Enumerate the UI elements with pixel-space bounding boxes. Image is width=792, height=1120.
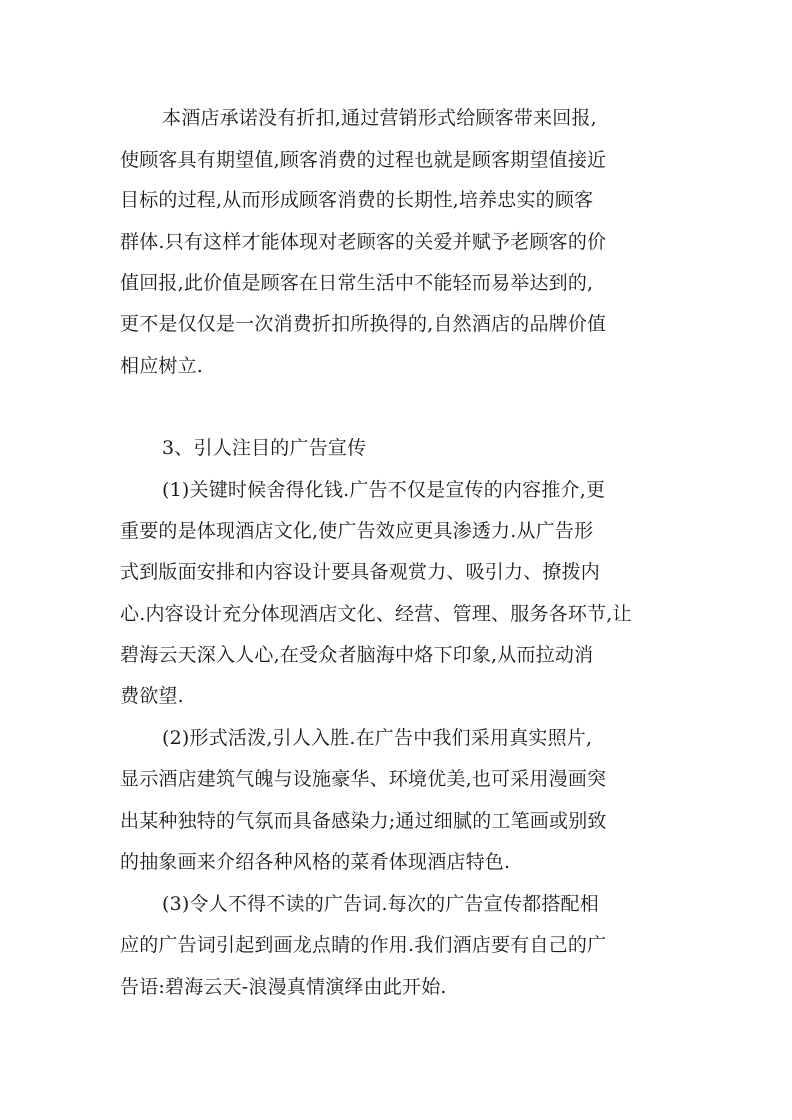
- paragraph-2-line-1: (1)关键时候舍得化钱.广告不仅是宣传的内容推介,更: [162, 479, 606, 501]
- paragraph-3-line-2: 显示酒店建筑气魄与设施豪华、环境优美,也可采用漫画突: [120, 768, 607, 790]
- paragraph-4-line-2: 应的广告词引起到画龙点睛的作用.我们酒店要有自己的广: [120, 934, 607, 956]
- paragraph-1-line-5: 值回报,此价值是顾客在日常生活中不能轻而易举达到的,: [120, 272, 594, 294]
- paragraph-1-line-4: 群体.只有这样才能体现对老顾客的关爱并赋予老顾客的价: [120, 231, 607, 253]
- paragraph-1-line-7: 相应树立.: [120, 355, 204, 377]
- paragraph-2-line-5: 碧海云天深入人心,在受众者脑海中烙下印象,从而拉动消: [120, 644, 594, 666]
- paragraph-3-line-4: 的抽象画来介绍各种风格的菜肴体现酒店特色.: [120, 851, 511, 873]
- paragraph-1-line-3: 目标的过程,从而形成顾客消费的长期性,培养忠实的顾客: [120, 189, 594, 211]
- paragraph-3-line-1: (2)形式活泼,引人入胜.在广告中我们采用真实照片,: [162, 727, 593, 749]
- section-heading: 3、引人注目的广告宣传: [162, 437, 367, 459]
- paragraph-4-line-1: (3)令人不得不读的广告词.每次的广告宣传都搭配相: [162, 893, 599, 915]
- paragraph-3-line-3: 出某种独特的气氛而具备感染力;通过细腻的工笔画或别致: [120, 810, 607, 832]
- paragraph-2-line-3: 式到版面安排和内容设计要具备观赏力、吸引力、撩拨内: [120, 561, 601, 583]
- paragraph-2-line-6: 费欲望.: [120, 685, 184, 707]
- paragraph-2-line-4: 心.内容设计充分体现酒店文化、经营、管理、服务各环节,让: [120, 603, 632, 625]
- paragraph-2-line-2: 重要的是体现酒店文化,使广告效应更具渗透力.从广告形: [120, 520, 594, 542]
- paragraph-1-line-1: 本酒店承诺没有折扣,通过营销形式给顾客带来回报,: [162, 107, 597, 129]
- paragraph-4-line-3: 告语:碧海云天-浪漫真情演绎由此开始.: [120, 976, 447, 998]
- paragraph-1-line-6: 更不是仅仅是一次消费折扣所换得的,自然酒店的品牌价值: [120, 313, 607, 335]
- paragraph-1-line-2: 使顾客具有期望值,顾客消费的过程也就是顾客期望值接近: [120, 149, 607, 171]
